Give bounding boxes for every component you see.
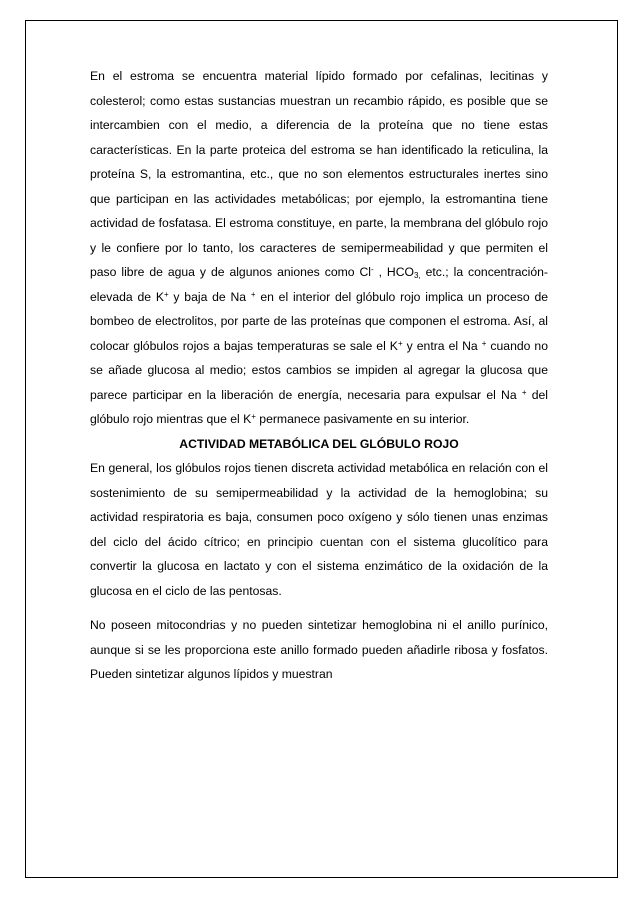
text-run: del glóbulo rojo mientras que el K <box>90 387 548 426</box>
superscript-charge: + <box>163 289 169 299</box>
text-run: cuando no se añade glucosa al medio; estos cambios se impiden al agregar la glucosa que parece participar en la liberación de energía, necesaria para expulsar el Na <box>90 338 548 402</box>
subscript-index: 3, <box>414 271 421 280</box>
text-run: y entra el Na <box>402 338 482 353</box>
document-body <box>90 64 548 687</box>
paragraph-actividad: En general, los glóbulos rojos tienen discreta actividad metabólica en relación con el sostenimiento de su semipermeabilidad y la actividad de la hemoglobina; su actividad respiratoria es baja, consumen poco oxígeno y sólo tienen unas enzimas del ciclo del ácido cítrico; en principio cuentan con el sistema glucolítico para convertir la glucosa en lactato y con el sistema enzimático de la oxidación de la glucosa en el ciclo de las pentosas. <box>90 461 548 598</box>
paragraph-mitocondrias: No poseen mitocondrias y no pueden sintetizar hemoglobina ni el anillo purínico, aunque si se les proporciona este anillo formado pueden añadirle ribosa y fosfatos. Pueden sintetizar algunos lípidos y muestran <box>90 618 548 681</box>
superscript-charge: + <box>251 412 256 421</box>
text-run: , HCO <box>373 265 415 279</box>
superscript-charge: + <box>521 387 527 397</box>
section-heading: ACTIVIDAD METABÓLICA DEL GLÓBULO ROJO <box>179 436 459 451</box>
text-run: y baja de Na <box>168 289 251 304</box>
text-run: en el interior del glóbulo rojo implica un proceso de bombeo de electrolitos, por parte de las proteínas que componen el estroma. Así, al colocar glóbulos rojos a bajas temperaturas se sale el K <box>90 289 549 353</box>
superscript-charge: + <box>250 289 256 299</box>
text-run: permanece pasivamente en su interior. <box>255 412 470 426</box>
superscript-charge: + <box>397 338 403 348</box>
text-run: etc.; la concentración- elevada de K <box>90 265 548 304</box>
text-run: En el estroma se encuentra material lípido formado por cefalinas, lecitinas y colesterol; como estas sustancias muestran un recambio rápido, es posible que se intercambien con el medio, a diferencia de la proteína que no tiene estas características. En la parte proteica del estroma se han identificado la reticulina, la proteína S, la estromantina, etc., que no son elementos estructurales inertes sino que participan en las actividades metabólicas; por ejemplo, la estromantina tiene actividad de fosfatasa. El estroma constituye, en parte, la membrana del glóbulo rojo y le confiere por lo tanto, los caracteres de semipermeabilidad y que permiten el paso libre de agua y de algunos aniones como Cl <box>90 69 548 279</box>
superscript-charge: + <box>481 338 487 348</box>
paragraph-estroma <box>90 64 548 432</box>
superscript-charge: - <box>370 265 374 274</box>
